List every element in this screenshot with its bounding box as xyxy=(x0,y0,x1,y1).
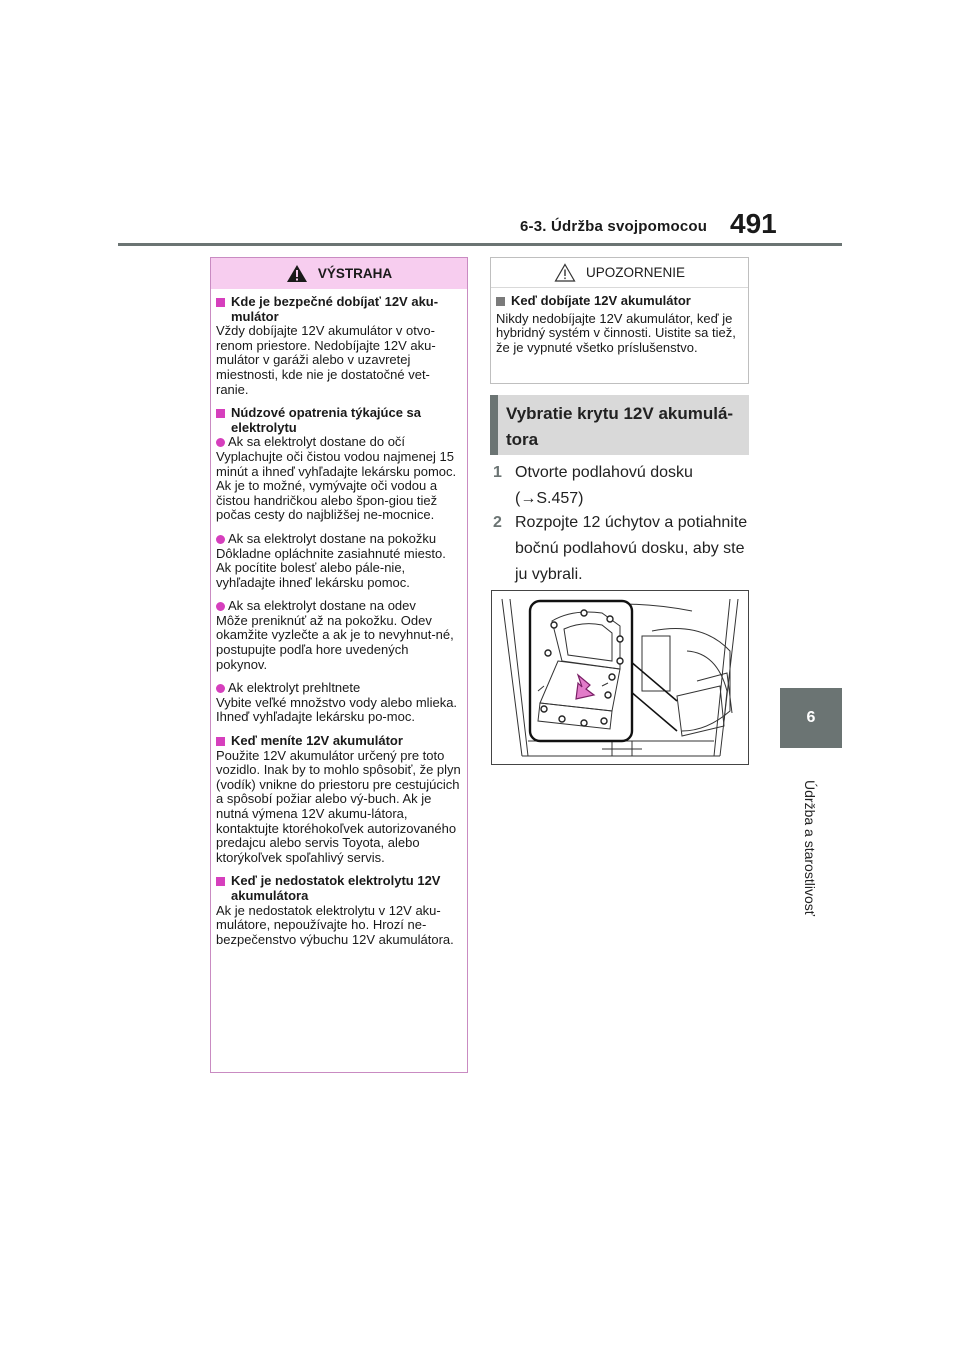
warning-paragraph: Môže preniknúť až na pokožku. Odev okamžite vyzlečte a ak je to nevyhnut-né, postupujte podľa hore uvedených pokynov. xyxy=(216,612,454,672)
bullet-item: Ak sa elektrolyt dostane do očí xyxy=(216,435,462,450)
caution-section-title: Keď dobíjate 12V akumulátor xyxy=(496,294,743,309)
round-bullet-icon xyxy=(216,602,225,611)
chapter-label: Údržba a starostlivosť xyxy=(802,780,818,916)
header-divider xyxy=(118,243,842,246)
step-text: Otvorte podlahovú dosku (→S.457) xyxy=(515,464,693,507)
trunk-line-drawing xyxy=(492,591,748,764)
step-1 xyxy=(493,460,753,512)
bullet-item: Ak elektrolyt prehltnete xyxy=(216,681,462,696)
step-text: Rozpojte 12 úchytov a potiahnite bočnú podlahovú dosku, aby ste ju vybrali. xyxy=(515,514,748,583)
square-bullet-icon xyxy=(216,298,225,307)
warning-paragraph: Vybite veľké množstvo vody alebo mlieka. Ihneď vyhľadajte lekársku po-moc. xyxy=(216,694,458,725)
bullet-item: Ak sa elektrolyt dostane na odev xyxy=(216,599,462,614)
page-number: 491 xyxy=(730,208,777,239)
warning-paragraph: Vždy dobíjajte 12V akumulátor v otvo-renom priestore. Nedobíjajte 12V aku-mulátor v garáži alebo v uzavretej miestnosti, kde nie je dostatočné vet-ranie. xyxy=(216,323,436,397)
warning-paragraph: Dôkladne opláchnite zasiahnuté miesto. Ak pocítite bolesť alebo pále-nie, vyhľadajte ihneď lekársku pomoc. xyxy=(216,545,446,590)
caution-header xyxy=(491,258,748,288)
round-bullet-icon xyxy=(216,684,225,693)
round-bullet-icon xyxy=(216,438,225,447)
step-number: 1 xyxy=(493,464,502,481)
step-2 xyxy=(493,510,753,588)
warning-heading: VÝSTRAHA xyxy=(317,266,393,281)
warning-section-title: Kde je bezpečné dobíjať 12V aku-mulátor xyxy=(216,295,462,324)
warning-triangle-icon xyxy=(286,264,308,283)
warning-paragraph: Ak je nedostatok elektrolytu v 12V aku-mulátore, nepoužívajte ho. Hrozí ne-bezpečenstvo výbuchu 12V akumulátora. xyxy=(216,902,454,947)
caution-triangle-icon xyxy=(554,263,576,282)
warning-box xyxy=(210,257,468,1073)
caution-box xyxy=(490,257,749,384)
caution-paragraph: Nikdy nedobíjajte 12V akumulátor, keď je hybridný systém v činnosti. Uistite sa tiež, že je vypnuté všetko príslušenstvo. xyxy=(496,310,736,355)
chapter-number: 6 xyxy=(806,709,816,726)
warning-paragraph: Vyplachujte oči čistou vodou najmenej 15 minút a ihneď vyhľadajte lekársku pomoc. Ak je to možné, vymývajte oči vodou a čistou handričkou alebo špon-giou tiež počas cesty do najbližšej ne-mocnice. xyxy=(216,448,457,523)
section-title: 6-3. Údržba svojpomocou xyxy=(520,218,708,235)
warning-section-title: Keď meníte 12V akumulátor xyxy=(216,734,462,749)
warning-paragraph: Použite 12V akumulátor určený pre toto vozidlo. Inak by to mohlo spôsobiť, že plyn (vodík) vnikne do priestoru pre cestujúcich a spôsobí požiar alebo vý-buch. Ak je nutná výmena 12V akumu-látora, kontaktujte ktoréhokoľvek autorizovaného predajcu alebo servis Toyota, alebo ktorýkoľvek spoľahlivý servis. xyxy=(216,747,461,865)
caution-heading: UPOZORNENIE xyxy=(585,265,685,280)
warning-header xyxy=(211,258,467,289)
square-bullet-icon xyxy=(216,877,225,886)
luggage-floor-illustration xyxy=(491,590,749,765)
warning-section-title: Keď je nedostatok elektrolytu 12V akumulátora xyxy=(216,874,462,903)
warning-section-title: Núdzové opatrenia týkajúce sa elektrolytu xyxy=(216,406,462,435)
square-bullet-icon xyxy=(496,297,505,306)
bullet-item: Ak sa elektrolyt dostane na pokožku xyxy=(216,532,462,547)
square-bullet-icon xyxy=(216,409,225,418)
section-heading: Vybratie krytu 12V akumulá-tora xyxy=(490,395,749,455)
step-number: 2 xyxy=(493,514,502,531)
round-bullet-icon xyxy=(216,535,225,544)
chapter-tab xyxy=(780,688,842,748)
square-bullet-icon xyxy=(216,737,225,746)
